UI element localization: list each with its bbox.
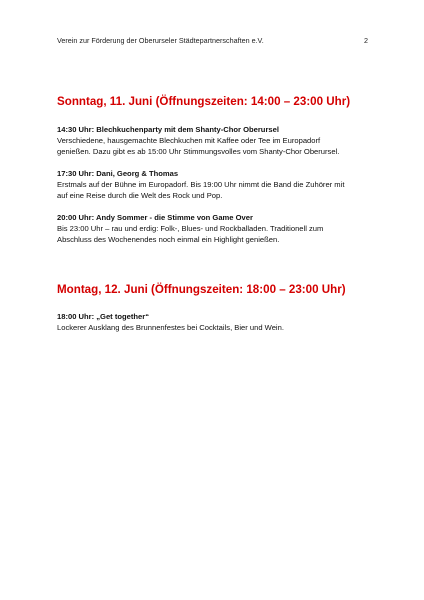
- event-description-line: Verschiedene, hausgemachte Blechkuchen mit Kaffee oder Tee im Europadorf: [57, 136, 321, 145]
- event-description-line: Erstmals auf der Bühne im Europadorf. Bis 19:00 Uhr nimmt die Band die Zuhörer mit: [57, 180, 345, 189]
- event-get-together: [57, 311, 377, 333]
- event-dani-georg-thomas: [57, 168, 377, 201]
- event-description-line: Bis 23:00 Uhr – rau und erdig: Folk-, Blues- und Rockballaden. Traditionell zum: [57, 224, 324, 233]
- event-description-line: Lockerer Ausklang des Brunnenfestes bei Cocktails, Bier und Wein.: [57, 323, 284, 332]
- event-description-line: auf eine Reise durch die Welt des Rock und Pop.: [57, 191, 223, 200]
- event-blechkuchenparty: [57, 124, 377, 157]
- day-heading-sunday: Sonntag, 11. Juni (Öffnungszeiten: 14:00 – 23:00 Uhr): [57, 95, 351, 108]
- event-title: 18:00 Uhr: „Get together“: [57, 312, 149, 321]
- event-description-line: genießen. Dazu gibt es ab 15:00 Uhr Stimmungsvolles vom Shanty-Chor Oberursel.: [57, 147, 340, 156]
- event-title: 17:30 Uhr: Dani, Georg & Thomas: [57, 169, 179, 178]
- event-andy-sommer: [57, 212, 377, 245]
- page-number: 2: [364, 36, 368, 45]
- event-description-line: Abschluss des Wochenendes noch einmal ein Highlight genießen.: [57, 235, 280, 244]
- page-header: [57, 36, 368, 45]
- event-title: 14:30 Uhr: Blechkuchenparty mit dem Shanty-Chor Oberursel: [57, 125, 279, 134]
- organization-name: Verein zur Förderung der Oberurseler Städtepartnerschaften e.V.: [57, 36, 264, 45]
- event-title: 20:00 Uhr: Andy Sommer - die Stimme von Game Over: [57, 213, 253, 222]
- day-heading-monday: Montag, 12. Juni (Öffnungszeiten: 18:00 – 23:00 Uhr): [57, 283, 346, 296]
